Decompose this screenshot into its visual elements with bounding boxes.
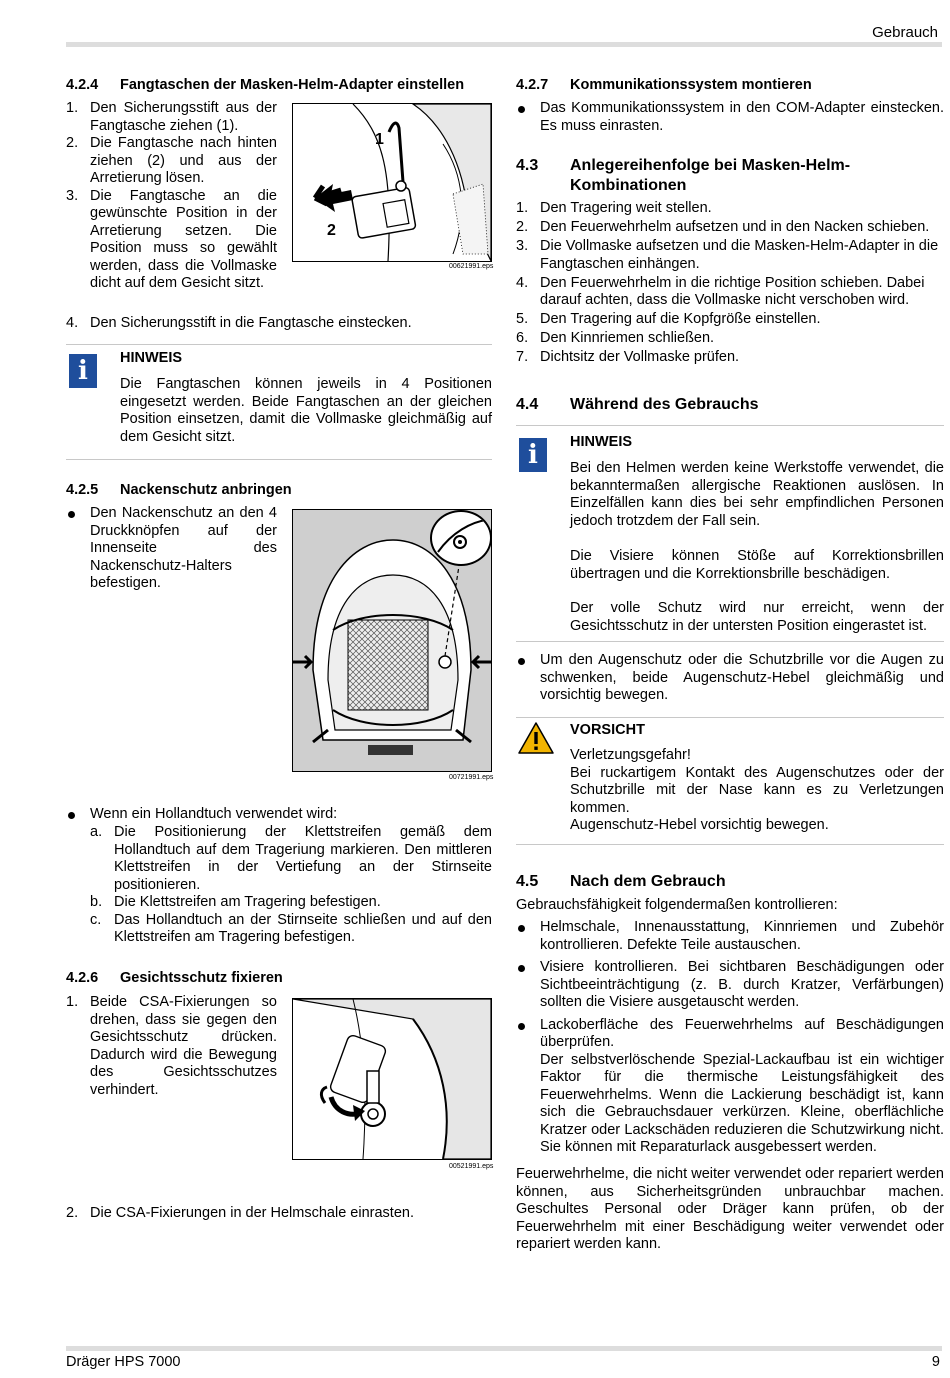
warning-line: Verletzungsgefahr! [570,747,691,763]
heading-4-3-line2: Kombinationen [570,177,687,194]
list-item: 1. Beide CSA-Fixierungen so drehen, dass sie gegen den Gesichtsschutz drücken. Dadurch wird die Bewegung des Gesichtsschutzes verhindert. [66,994,277,1098]
list-item: 4. Den Feuerwehrhelm in die richtige Position schieben. Dabei darauf achten, dass die Vollmaske nicht verschoben wird. [516,274,925,308]
heading-4-4: 4.4 Während des Gebrauchs [516,396,759,413]
warning-text [570,747,944,835]
list-item: Das Kommunikationssystem in den COM-Adapter einstecken. Es muss einrasten. [516,100,944,135]
csa-fixierung-illustration [293,999,491,1159]
footer-rule [66,1346,942,1351]
divider [516,844,944,845]
list-item: 2. Die Fangtasche nach hinten ziehen (2) und aus der Arretierung lösen. [66,135,277,186]
list-item: c. Das Hollandtuch an der Stirnseite schließen und auf den Klettstreifen am Tragering befestigen. [90,911,492,945]
note-p3: Der volle Schutz wird nur erreicht, wenn der Gesichtsschutz in der untersten Position eingerastet ist. [570,600,944,634]
step-4-2-6-2 [66,1205,492,1223]
heading-4-5: 4.5 Nach dem Gebrauch [516,873,726,890]
bullet-4-4 [516,652,944,705]
list-item: b. Die Klettstreifen am Tragering befestigen. [90,894,381,910]
note-p2: Die Visiere können Stöße auf Korrektionsbrillen übertragen und die Korrektionsbrille beschädigen. [570,548,944,582]
list-item: 1. Den Tragering weit stellen. [516,200,712,216]
heading-4-3: 4.3 Anlegereihenfolge bei Masken-Helm- [516,157,851,174]
sublist-hollandtuch [90,824,492,947]
list-item: Wenn ein Hollandtuch verwendet wird: [66,806,492,824]
list-item: 1. Den Sicherungsstift aus der Fangtasche ziehen (1). [66,100,277,134]
heading-4-2-6: 4.2.6 Gesichtsschutz fixieren [66,970,283,986]
figure-caption: 00521991.eps [449,1163,494,1170]
list-item: 2. Den Feuerwehrhelm aufsetzen und in den Nacken schieben. [516,219,930,235]
bullet-4-2-5 [66,505,277,593]
warning-line: Augenschutz-Hebel vorsichtig bewegen. [570,817,829,833]
list-item: 3. Die Vollmaske aufsetzen und die Masken-Helm-Adapter in die Fangtaschen einhängen. [516,238,939,272]
divider [516,717,944,718]
list-item: 2. Die CSA-Fixierungen in der Helmschale einrasten. [66,1205,414,1221]
list-item: 3. Die Fangtasche an die gewünschte Position in der Arretierung setzen. Die Position muss so gewählt werden, dass die Vollmaske dicht auf dem Gesicht sitzt. [66,187,277,291]
steps-4-2-4 [66,100,277,293]
page-number: 9 [931,1354,940,1370]
svg-text:1: 1 [375,131,384,148]
druckknopf-detail [432,512,490,564]
divider [66,459,492,460]
figure-fangtasche [292,103,492,262]
list-item: Den Nackenschutz an den 4 Druckknöpfen auf der Innenseite des Nackenschutz-Halters befestigen. [66,505,277,593]
figure-caption: 00621991.eps [449,263,494,270]
info-icon: i [519,438,547,472]
warning-title: VORSICHT [570,722,645,738]
step-4-2-4-4 [66,315,492,333]
note-text: Die Fangtaschen können jeweils in 4 Positionen eingesetzt werden. Beide Fangtaschen an der gleichen Position einsetzen, damit die Vollmaske gleichmäßig auf dem Gesicht sitzt. [120,376,492,445]
note-p1: Bei den Helmen werden keine Werkstoffe verwendet, die bekanntermaßen allergische Reaktionen auslösen. In Einzelfällen kann dies bei sehr empfindlichen Personen jedoch trotzdem der Fall sein. [570,460,944,529]
note-title: HINWEIS [120,350,183,366]
divider [516,425,944,426]
svg-text:2: 2 [327,222,336,239]
figure-detail-circle [430,510,492,566]
footer-product: Dräger HPS 7000 [66,1354,181,1370]
heading-4-2-5: 4.2.5 Nackenschutz anbringen [66,482,292,498]
figure-caption: 00721991.eps [449,774,494,781]
divider [516,641,944,642]
steps-4-2-6 [66,994,277,1099]
list-item: a. Die Positionierung der Klettstreifen gemäß dem Hollandtuch auf dem Trageriung markieren. Den mittleren Klettstreifen in der Vertiefung an der Stirnseite positionieren. [90,824,492,893]
list-item: Um den Augenschutz oder die Schutzbrille vor die Augen zu schwenken, beide Augenschutz-Hebel gleichmäßig und vorsichtig bewegen. [516,652,944,705]
warning-line: Bei ruckartigem Kontakt des Augenschutzes oder der Schutzbrille mit der Nase kann es zu Verletzungen kommen. [570,764,944,816]
info-icon: i [69,354,97,388]
list-item: 6. Den Kinnriemen schließen. [516,330,715,346]
steps-4-3 [516,200,944,367]
list-item-continuation: Der selbstverlöschende Spezial-Lackaufbau ist ein wichtiger Faktor für die thermische Leistungsfähigkeit des Feuerwehrhelms. Wenn die Lackierung beschädigt ist, kann sich die Gebrauchsdauer verkürzen. Kleine, oberflächliche Kratzer oder Lackschäden reduzieren die Schutzwirkung nicht. Sie können mit Reparaturlack ausgebessert werden. [540,1051,944,1155]
heading-4-2-4: 4.2.4 Fangtaschen der Masken-Helm-Adapter einstellen [66,77,465,93]
warning-icon [517,721,555,755]
heading-4-2-7: 4.2.7 Kommunikationssystem montieren [516,77,812,93]
running-header: Gebrauch [872,24,938,41]
bullet-hollandtuch [66,806,492,824]
list-item: 5. Den Tragering auf die Kopfgröße einstellen. [516,311,821,327]
note-title: HINWEIS [570,434,633,450]
list-item: Visiere kontrollieren. Bei sichtbaren Beschädigungen oder Sichtbeeinträchtigung (z. B. durch Kratzer, Verfärbungen) sollten die Visiere ausgetauscht werden. [516,959,944,1012]
list-item: Helmschale, Innenausstattung, Kinnriemen und Zubehör kontrollieren. Defekte Teile austauschen. [516,919,944,954]
bullets-4-5 [516,919,944,1157]
list-item: 7. Dichtsitz der Vollmaske prüfen. [516,349,740,365]
fangtasche-illustration [293,104,491,261]
header-rule [66,42,942,47]
list-item: 4. Den Sicherungsstift in die Fangtasche einstecken. [66,315,412,331]
closing-paragraph: Feuerwehrhelme, die nicht weiter verwendet oder repariert werden können, aus Sicherheitsgründen unbrauchbar machen. Geschultes Personal oder Dräger kann prüfen, ob der Feuerwehrhelm mit einer Beschädigung weiter verwendet oder repariert werden kann. [516,1166,944,1252]
intro-4-5: Gebrauchsfähigkeit folgendermaßen kontrollieren: [516,897,838,913]
divider [66,344,492,345]
bullet-4-2-7 [516,100,944,135]
list-item: Lackoberfläche des Feuerwehrhelms auf Beschädigungen überprüfen. [516,1017,944,1052]
figure-csa-fixierung [292,998,492,1160]
